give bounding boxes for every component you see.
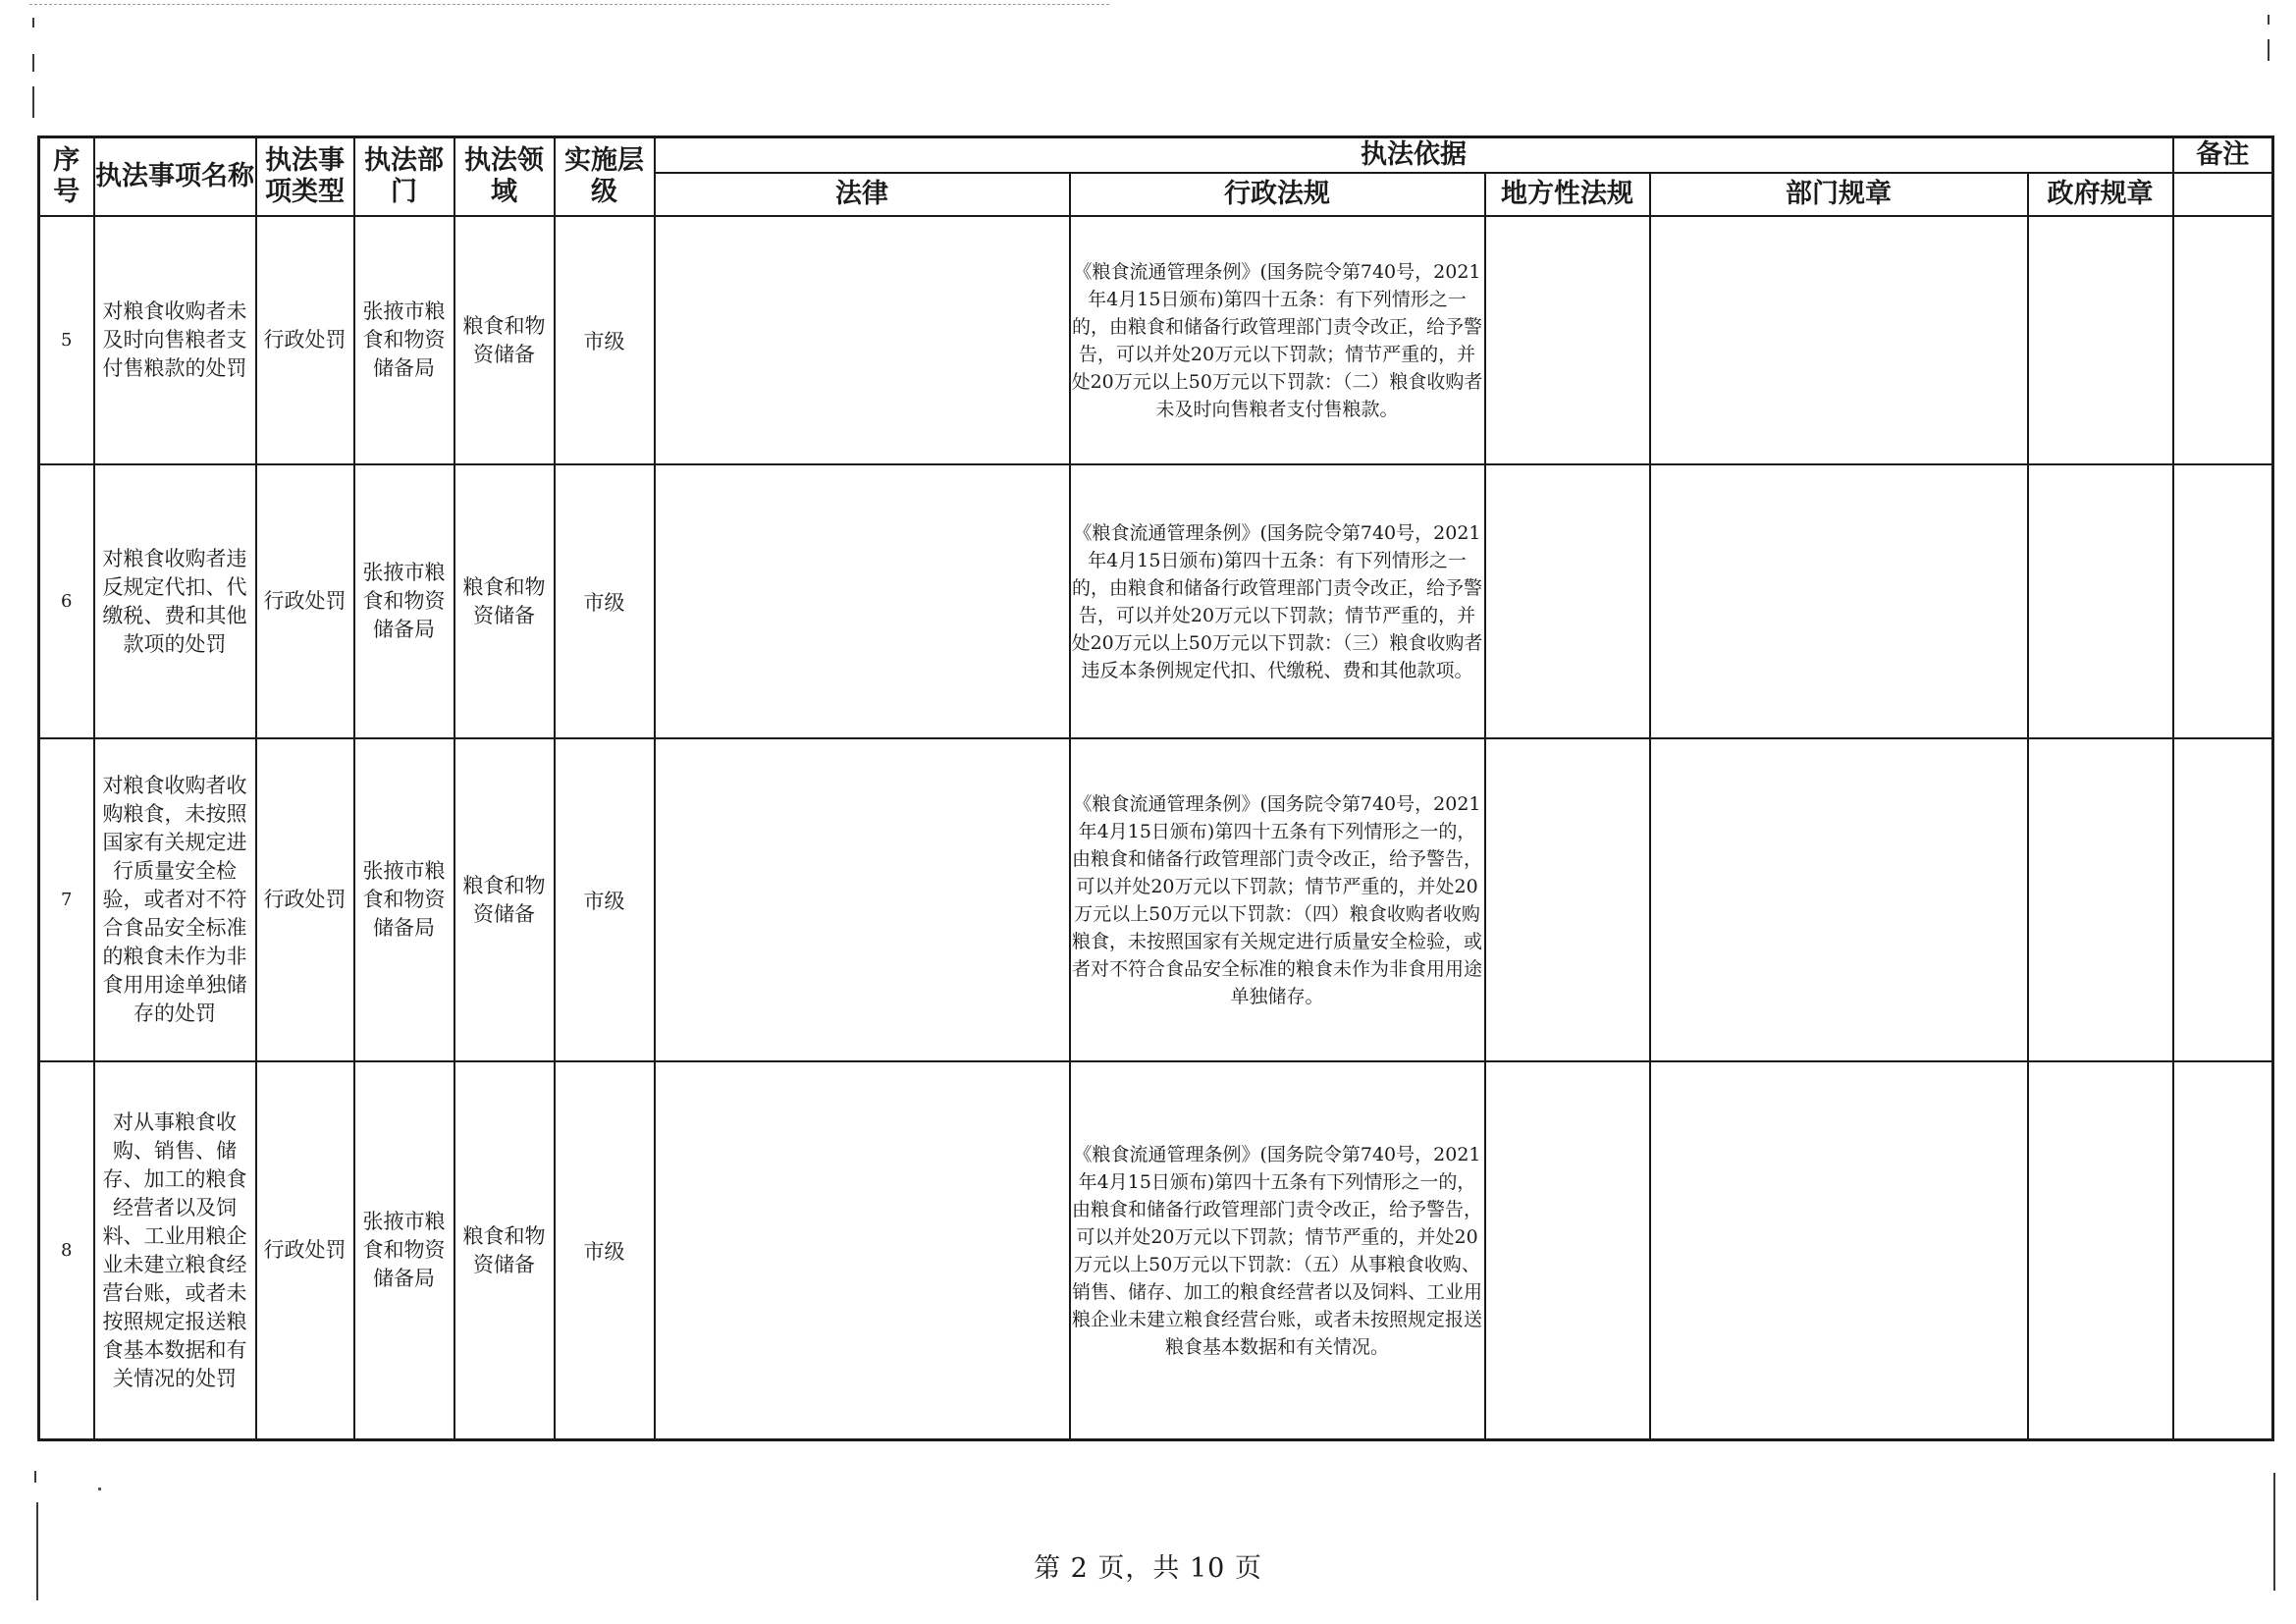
cell-name: 对从事粮食收购、销售、储存、加工的粮食经营者以及饲料、工业用粮企业未建立粮食经营台账，或者未按照规定报送粮食基本数据和有关情况的处罚 — [94, 1061, 256, 1439]
cell-admin-reg: 《粮食流通管理条例》(国务院令第740号，2021年4月15日颁布)第四十五条有下列情形之一的，由粮食和储备行政管理部门责令改正，给予警告，可以并处20万元以下罚款；情节严重的，并处20万元以上50万元以下罚款：（五）从事粮食收购、销售、储存、加工的粮食经营者以及饲料、工业用粮企业未建立粮食经营台账，或者未按照规定报送粮食基本数据和有关情况。 — [1070, 1061, 1485, 1439]
table-row — [39, 738, 2273, 1061]
cell-dept: 张掖市粮食和物资储备局 — [354, 1061, 454, 1439]
cell-level: 市级 — [555, 1061, 655, 1439]
header-local-reg: 地方性法规 — [1485, 173, 1650, 216]
cell-level: 市级 — [555, 464, 655, 738]
cell-law — [655, 464, 1070, 738]
margin-mark — [2268, 39, 2269, 61]
cell-type: 行政处罚 — [256, 738, 354, 1061]
cell-remark — [2173, 1061, 2273, 1439]
cell-no: 8 — [39, 1061, 94, 1439]
header-row-top — [39, 137, 2273, 174]
cell-gov-rule — [2028, 216, 2173, 464]
header-type: 执法事项类型 — [256, 137, 354, 217]
cell-dept: 张掖市粮食和物资储备局 — [354, 464, 454, 738]
header-no: 序号 — [39, 137, 94, 217]
page-indicator: 第 2 页，共 10 页 — [1034, 1553, 1262, 1584]
header-remark-sub — [2173, 173, 2273, 216]
cell-dept-rule — [1650, 216, 2028, 464]
margin-mark — [34, 1471, 36, 1483]
cell-remark — [2173, 464, 2273, 738]
header-basis: 执法依据 — [655, 137, 2173, 174]
cell-dept: 张掖市粮食和物资储备局 — [354, 738, 454, 1061]
cell-field: 粮食和物资储备 — [454, 216, 555, 464]
scan-dot — [98, 1488, 101, 1490]
header-dept: 执法部门 — [354, 137, 454, 217]
cell-gov-rule — [2028, 1061, 2173, 1439]
cell-dept-rule — [1650, 1061, 2028, 1439]
cell-no: 5 — [39, 216, 94, 464]
cell-name: 对粮食收购者收购粮食，未按照国家有关规定进行质量安全检验，或者对不符合食品安全标准的粮食未作为非食用用途单独储存的处罚 — [94, 738, 256, 1061]
margin-mark — [32, 86, 34, 118]
cell-local-reg — [1485, 738, 1650, 1061]
cell-admin-reg: 《粮食流通管理条例》(国务院令第740号，2021年4月15日颁布)第四十五条：有下列情形之一的，由粮食和储备行政管理部门责令改正，给予警告，可以并处20万元以下罚款；情节严重的，并处20万元以上50万元以下罚款：（二）粮食收购者未及时向售粮者支付售粮款。 — [1070, 216, 1485, 464]
margin-mark — [32, 18, 34, 27]
cell-dept-rule — [1650, 464, 2028, 738]
cell-field: 粮食和物资储备 — [454, 464, 555, 738]
header-admin-reg: 行政法规 — [1070, 173, 1485, 216]
cell-admin-reg: 《粮食流通管理条例》(国务院令第740号，2021年4月15日颁布)第四十五条有下列情形之一的，由粮食和储备行政管理部门责令改正，给予警告，可以并处20万元以下罚款；情节严重的，并处20万元以上50万元以下罚款：（四）粮食收购者收购粮食，未按照国家有关规定进行质量安全检验，或者对不符合食品安全标准的粮食未作为非食用用途单独储存。 — [1070, 738, 1485, 1061]
cell-level: 市级 — [555, 216, 655, 464]
cell-field: 粮食和物资储备 — [454, 1061, 555, 1439]
cell-type: 行政处罚 — [256, 216, 354, 464]
cell-name: 对粮食收购者违反规定代扣、代缴税、费和其他款项的处罚 — [94, 464, 256, 738]
header-law: 法律 — [655, 173, 1070, 216]
enforcement-table — [37, 135, 2274, 1441]
cell-dept-rule — [1650, 738, 2028, 1061]
cell-gov-rule — [2028, 738, 2173, 1061]
header-name: 执法事项名称 — [94, 137, 256, 217]
margin-mark — [2268, 15, 2269, 25]
cell-type: 行政处罚 — [256, 1061, 354, 1439]
scan-edge-line — [29, 4, 1109, 5]
margin-mark — [32, 54, 34, 72]
table-row — [39, 464, 2273, 738]
cell-remark — [2173, 216, 2273, 464]
header-field: 执法领域 — [454, 137, 555, 217]
cell-name: 对粮食收购者未及时向售粮者支付售粮款的处罚 — [94, 216, 256, 464]
table-row — [39, 216, 2273, 464]
cell-no: 7 — [39, 738, 94, 1061]
cell-no: 6 — [39, 464, 94, 738]
cell-gov-rule — [2028, 464, 2173, 738]
header-dept-rule: 部门规章 — [1650, 173, 2028, 216]
cell-local-reg — [1485, 1061, 1650, 1439]
header-remark: 备注 — [2173, 137, 2273, 174]
cell-type: 行政处罚 — [256, 464, 354, 738]
cell-level: 市级 — [555, 738, 655, 1061]
table-row — [39, 1061, 2273, 1439]
cell-law — [655, 216, 1070, 464]
cell-law — [655, 1061, 1070, 1439]
cell-field: 粮食和物资储备 — [454, 738, 555, 1061]
cell-dept: 张掖市粮食和物资储备局 — [354, 216, 454, 464]
cell-local-reg — [1485, 216, 1650, 464]
cell-admin-reg: 《粮食流通管理条例》(国务院令第740号，2021年4月15日颁布)第四十五条：有下列情形之一的，由粮食和储备行政管理部门责令改正，给予警告，可以并处20万元以下罚款；情节严重的，并处20万元以上50万元以下罚款：（三）粮食收购者违反本条例规定代扣、代缴税、费和其他款项。 — [1070, 464, 1485, 738]
cell-remark — [2173, 738, 2273, 1061]
header-level: 实施层级 — [555, 137, 655, 217]
cell-law — [655, 738, 1070, 1061]
header-gov-rule: 政府规章 — [2028, 173, 2173, 216]
cell-local-reg — [1485, 464, 1650, 738]
